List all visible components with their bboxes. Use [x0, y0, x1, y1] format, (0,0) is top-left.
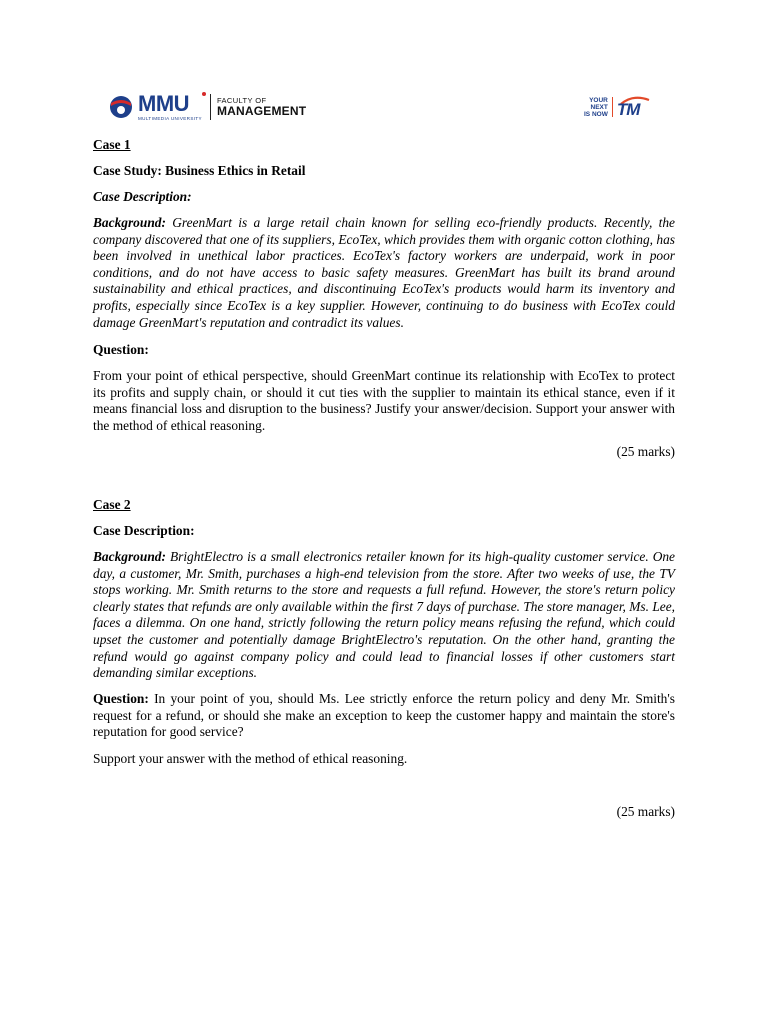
case1-background-label: Background:: [93, 215, 166, 230]
case1-title: Case 1: [93, 137, 131, 152]
tm-slogan-line2: NEXT: [590, 103, 608, 111]
faculty-line1: FACULTY OF: [216, 96, 267, 105]
case2-description-heading: Case Description:: [93, 523, 195, 538]
case2-support-text: Support your answer with the method of ethical reasoning.: [93, 751, 408, 766]
mmu-logo-text: MMU: [138, 91, 190, 116]
case1-background-text: GreenMart is a large retail chain known for selling eco-friendly products. Recently, the company discovered that one of its suppliers, EcoTex, which provides them with organic cotton clothing, has been involved in unethical labor practices. EcoTex's factory workers are underpaid, work in poor conditions, and do not have access to basic safety measures. GreenMart has built its brand around sustainability and ethical practices, and discontinuing EcoTex's products would harm its inventory and profits, especially since EcoTex is a key supplier. However, continuing to do business with EcoTex could damage GreenMart's reputation and contradict its values.: [93, 215, 675, 330]
case2-question-text: In your point of you, should Ms. Lee strictly enforce the return policy and deny Mr. Smith's request for a refund, or should she make an exception to keep the customer happy and maintain the store's reputation for good service?: [93, 691, 675, 740]
faculty-label: [217, 96, 306, 118]
case2-background: [93, 549, 675, 682]
tm-divider: [612, 97, 613, 117]
case2-question: [93, 691, 675, 741]
tm-logo-text: TM: [616, 100, 640, 119]
tm-slogan: [584, 97, 608, 118]
case1-description-heading: Case Description:: [93, 189, 192, 204]
case2-question-label: Question:: [93, 691, 149, 706]
case1-question-heading: Question:: [93, 342, 149, 357]
tm-logo: [617, 96, 657, 118]
mmu-emblem-icon: [106, 94, 136, 120]
case2-title: Case 2: [93, 497, 131, 512]
case1-background: [93, 215, 675, 331]
case1-question-text: From your point of ethical perspective, should GreenMart continue its relationship with EcoTex to protect its profits and supply chain, or should it cut ties with the supplier to maintain its ethical stance, even if it means financial loss and disruption to the business? Justify your answer/decision. Support your answer with the method of ethical reasoning.: [93, 368, 675, 433]
mmu-faculty-logo: [106, 92, 306, 122]
case2-background-label: Background:: [93, 549, 166, 564]
mmu-dot-icon: [202, 92, 206, 96]
logo-divider: [210, 94, 211, 120]
tm-slogan-line1: YOUR: [589, 96, 608, 104]
tm-slogan-line3: IS NOW: [584, 110, 608, 118]
case2-background-text: BrightElectro is a small electronics retailer known for its high-quality customer service. One day, a customer, Mr. Smith, purchases a high-end television from the store. After two weeks of use, the TV stops working. Mr. Smith returns to the store and requests a full refund. However, the store's return policy clearly states that refunds are only available within the first 7 days of purchase. The store manager, Ms. Lee, faces a dilemma. On one hand, strictly following the return policy means refusing the refund, which could upset the customer and potentially damage BrightElectro's reputation. On the other hand, granting the refund would go against company policy and could lead to financial losses if other customers start demanding similar exceptions.: [93, 549, 676, 681]
case1-marks: (25 marks): [616, 444, 675, 459]
case1-study-title: Case Study: Business Ethics in Retail: [93, 163, 306, 178]
case2-marks: (25 marks): [616, 804, 675, 819]
mmu-logo-subtitle: MULTIMEDIA UNIVERSITY: [138, 116, 202, 121]
faculty-line2: MANAGEMENT: [216, 104, 307, 118]
tm-logo-block: [584, 96, 657, 118]
